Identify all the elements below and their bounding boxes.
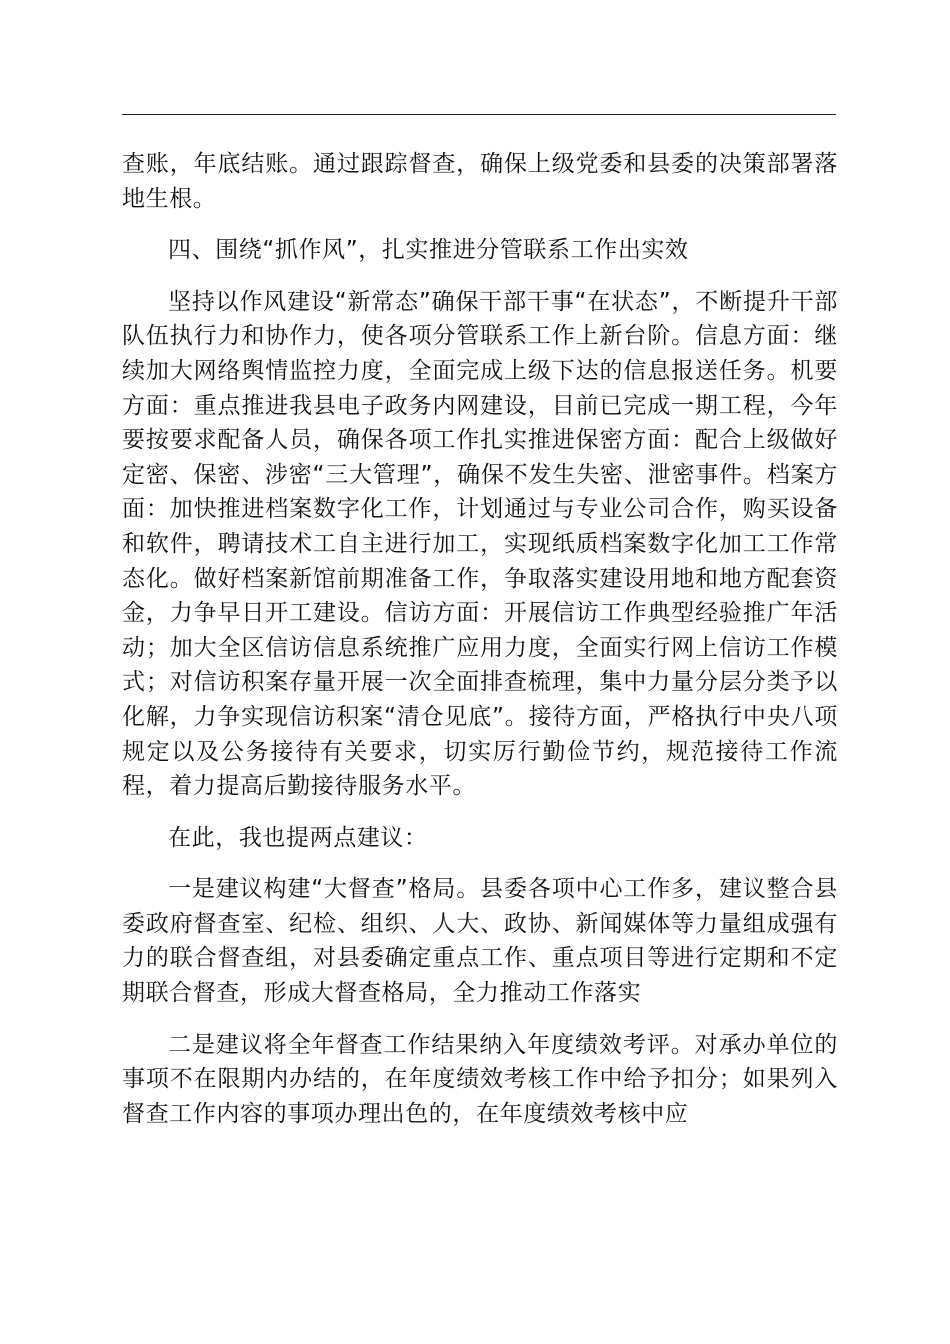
paragraph-suggestion-two: 二是建议将全年督查工作结果纳入年度绩效考评。对承办单位的事项不在限期内办结的，在年度绩效考核工作中给予扣分；如果列入督查工作内容的事项办理出色的，在年度绩效考核中应 bbox=[122, 1031, 838, 1127]
section-heading: 四、围绕“抓作风”，扎实推进分管联系工作出实效 bbox=[168, 237, 689, 264]
paragraph-continuation: 查账，年底结账。通过跟踪督查，确保上级党委和县委的决策部署落地生根。 bbox=[122, 151, 838, 212]
paragraph-work-style: 坚持以作风建设“新常态”确保干部干事“在状态”，不断提升干部队伍执行力和协作力，使各项分管联系工作上新台阶。信息方面：继续加大网络舆情监控力度，全面完成上级下达的信息报送任务。机要方面：重点推进我县电子政务内网建设，目前已完成一期工程，今年要按要求配备人员，确保各项工作扎实推进保密方面：配合上级做好定密、保密、涉密“三大管理”，确保不发生失密、泄密事件。档案方面：加快推进档案数字化工作，计划通过与专业公司合作，购买设备和软件，聘请技术工自主进行加工，实现纸质档案数字化加工工作常态化。做好档案新馆前期准备工作，争取落实建设用地和地方配套资金，力争早日开工建设。信访方面：开展信访工作典型经验推广年活动；加大全区信访信息系统推广应用力度，全面实行网上信访工作模式；对信访积案存量开展一次全面排查梳理，集中力量分层分类予以化解，力争实现信访积案“清仓见底”。接待方面，严格执行中央八项规定以及公务接待有关要求，切实厉行勤俭节约，规范接待工作流程，着力提高后勤接待服务水平。 bbox=[122, 288, 838, 800]
paragraph-suggestion-one: 一是建议构建“大督查”格局。县委各项中心工作多，建议整合县委政府督查室、纪检、组织、人大、政协、新闻媒体等力量组成强有力的联合督查组，对县委确定重点工作、重点项目等进行定期和不定期联合督查，形成大督查格局，全力推动工作落实 bbox=[122, 876, 838, 1007]
paragraph-suggestions-intro: 在此，我也提两点建议： bbox=[168, 824, 428, 851]
document-body bbox=[122, 147, 838, 1148]
header-rule bbox=[122, 114, 836, 115]
